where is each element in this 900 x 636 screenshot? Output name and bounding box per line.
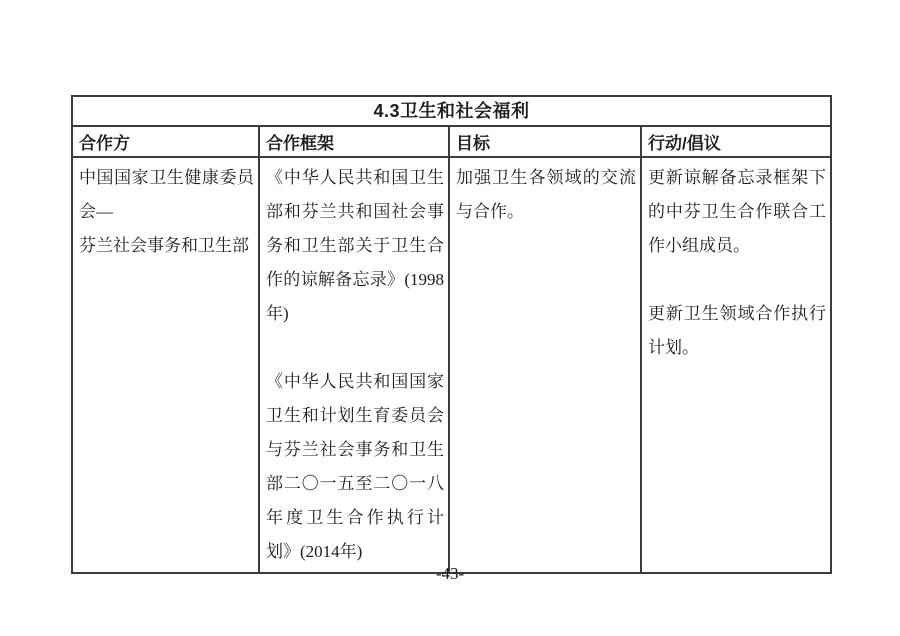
table-data-row	[72, 157, 831, 573]
table-title: 4.3卫生和社会福利	[72, 96, 831, 126]
cooperation-table	[71, 95, 832, 574]
partner-paragraph-1: 中国国家卫生健康委员会—	[79, 168, 254, 221]
column-header-goal: 目标	[449, 126, 641, 157]
framework-paragraph-2: 《中华人民共和国国家卫生和计划生育委员会与芬兰社会事务和卫生部二〇一五至二〇一八年度卫生合作执行计划》(2014年)	[266, 372, 444, 561]
cell-framework	[259, 157, 449, 573]
page-number: -43-	[435, 564, 465, 583]
actions-paragraph-1: 更新谅解备忘录框架下的中芬卫生合作联合工作小组成员。	[648, 168, 827, 255]
actions-paragraph-2: 更新卫生领域合作执行计划。	[648, 304, 827, 357]
column-header-actions: 行动/倡议	[641, 126, 831, 157]
table-title-row	[72, 96, 831, 126]
column-header-partner: 合作方	[72, 126, 259, 157]
partner-paragraph-2: 芬兰社会事务和卫生部	[79, 236, 249, 255]
column-header-framework: 合作框架	[259, 126, 449, 157]
table-header-row	[72, 126, 831, 157]
cell-partner	[72, 157, 259, 573]
cell-actions	[641, 157, 831, 573]
cell-goal	[449, 157, 641, 573]
framework-paragraph-1: 《中华人民共和国卫生部和芬兰共和国社会事务和卫生部关于卫生合作的谅解备忘录》(1998年)	[266, 168, 444, 323]
goal-paragraph-1: 加强卫生各领域的交流与合作。	[456, 168, 636, 221]
